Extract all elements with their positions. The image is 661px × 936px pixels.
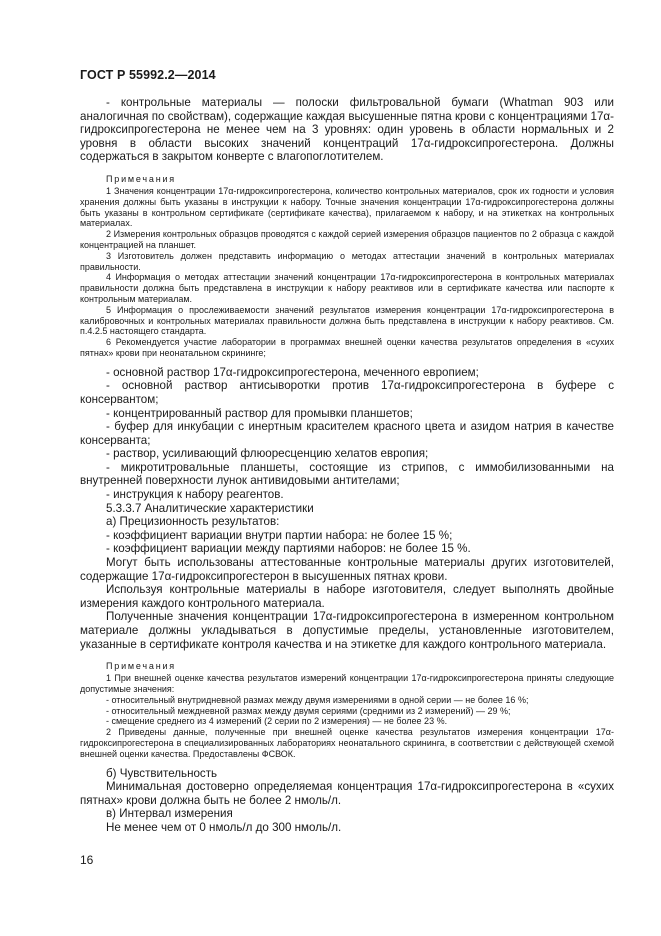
body-paragraph: Минимальная достоверно определяемая концентрация 17α-гидроксипрогестерона в «сухих пятнах» крови должна быть не более 2 нмоль/л.	[80, 780, 614, 807]
body-paragraph: - контрольные материалы — полоски фильтровальной бумаги (Whatman 903 или аналогичная по свойствам), содержащие каждая высушенные пятна крови с концентрациями 17α-гидроксипрогестерона не менее чем на 3 уровнях: один уровень в области нормальных и 2 уровня в области высоких значений концентраций 17α-гидроксипрогестерона. Должны содержаться в закрытом конверте с влагопоглотителем.	[80, 96, 614, 164]
document-body	[80, 96, 614, 835]
note-paragraph: 1 Значения концентрации 17α-гидроксипрогестерона, количество контрольных материалов, срок их годности и условия хранения должны быть указаны в инструкции к набору. Точные значения концентрации 17α-гидроксипрогестерона должны быть указаны в контрольном сертификате (сертификате качества), прилагаемом к набору, и на этикетках на контрольных материалах.	[80, 185, 614, 229]
note-paragraph: 2 Измерения контрольных образцов проводятся с каждой серией измерения образцов пациентов по 2 образца с каждой концентрацией на планшет.	[80, 229, 614, 250]
body-paragraph: 5.3.3.7 Аналитические характеристики	[106, 501, 314, 515]
body-paragraph: - основной раствор 17α-гидроксипрогестерона, меченного европием;	[106, 365, 479, 379]
body-paragraph: Могут быть использованы аттестованные контрольные материалы других изготовителей, содержащие 17α-гидроксипрогестерон в высушенных пятнах крови.	[80, 556, 614, 583]
note-paragraph: 4 Информация о методах аттестации значений концентрации 17α-гидроксипрогестерона в контрольных материалах правильности должна быть представлена в инструкции к набору реактивов или в сертификате качества или паспорте к контрольным материалам.	[80, 272, 614, 304]
note-paragraph: 1 При внешней оценке качества результатов измерений концентрации 17α-гидроксипрогестерона приняты следующие допустимые значения:	[80, 673, 614, 694]
body-paragraph: - микротитровальные планшеты, состоящие из стрипов, с иммобилизованными на внутренней поверхности лунок антивидовыми антителами;	[80, 460, 614, 488]
body-paragraph: в) Интервал измерения	[106, 807, 233, 821]
note-paragraph: 5 Информация о прослеживаемости значений результатов измерения концентрации 17α-гидроксипрогестерона в калибровочных и контрольных материалах правильности должна быть представлена в инструкции к набору реактивов. См. п.4.2.5 настоящего стандарта.	[80, 304, 614, 337]
body-paragraph: - буфер для инкубации с инертным красителем красного цвета и азидом натрия в качестве консерванта;	[80, 420, 614, 447]
note-paragraph: - относительный междневной размах между двумя сериями (средними из 2 измерений) — 29 %;	[106, 705, 511, 716]
document-header: ГОСТ Р 55992.2—2014	[80, 68, 216, 82]
body-paragraph: - раствор, усиливающий флюоресценцию хелатов европия;	[106, 447, 429, 461]
notes-heading: Примечания	[106, 661, 176, 672]
body-paragraph: б) Чувствительность	[106, 766, 218, 780]
note-paragraph: - относительный внутридневной размах между двумя измерениями в одной серии — не более 16 %;	[106, 694, 529, 705]
body-paragraph: - основной раствор антисыворотки против 17α-гидроксипрогестерона в буфере с консервантом;	[80, 379, 614, 406]
page-number: 16	[80, 853, 94, 867]
body-paragraph: - коэффициент вариации внутри партии набора: не более 15 %;	[106, 528, 453, 542]
note-paragraph: - смещение среднего из 4 измерений (2 серии по 2 измерения) — не более 23 %.	[106, 716, 448, 727]
body-paragraph: а) Прецизионность результатов:	[106, 515, 280, 529]
body-paragraph: Полученные значения концентрации 17α-гидроксипрогестерона в измеренном контрольном материале должны укладываться в допустимые пределы, установленные изготовителем, указанные в сертификате контроля качества и на этикетке для каждого контрольного материала.	[80, 610, 614, 651]
body-paragraph: Не менее чем от 0 нмоль/л до 300 нмоль/л.	[106, 820, 342, 834]
note-paragraph: 3 Изготовитель должен представить информацию о методах аттестации значений в контрольных материалах правильности.	[80, 250, 614, 272]
note-paragraph: 6 Рекомендуется участие лаборатории в программах внешней оценки качества результатов определения в «сухих пятнах» крови при неонатальном скрининге;	[80, 337, 614, 358]
body-paragraph: - коэффициент вариации между партиями наборов: не более 15 %.	[106, 542, 471, 556]
body-paragraph: - концентрированный раствор для промывки планшетов;	[106, 406, 413, 420]
notes-heading: Примечания	[106, 173, 176, 184]
note-paragraph: 2 Приведены данные, полученные при внешней оценке качества результатов измерения концентрации 17α-гидроксипрогестерона в специализированных лабораториях неонатального скрининга, в соответствии с действующей схемой внешней оценки качества. Предоставлены ФСВОК.	[80, 727, 614, 759]
body-paragraph: Используя контрольные материалы в наборе изготовителя, следует выполнять двойные измерения каждого контрольного материала.	[80, 583, 614, 610]
body-paragraph: - инструкция к набору реагентов.	[106, 488, 284, 502]
